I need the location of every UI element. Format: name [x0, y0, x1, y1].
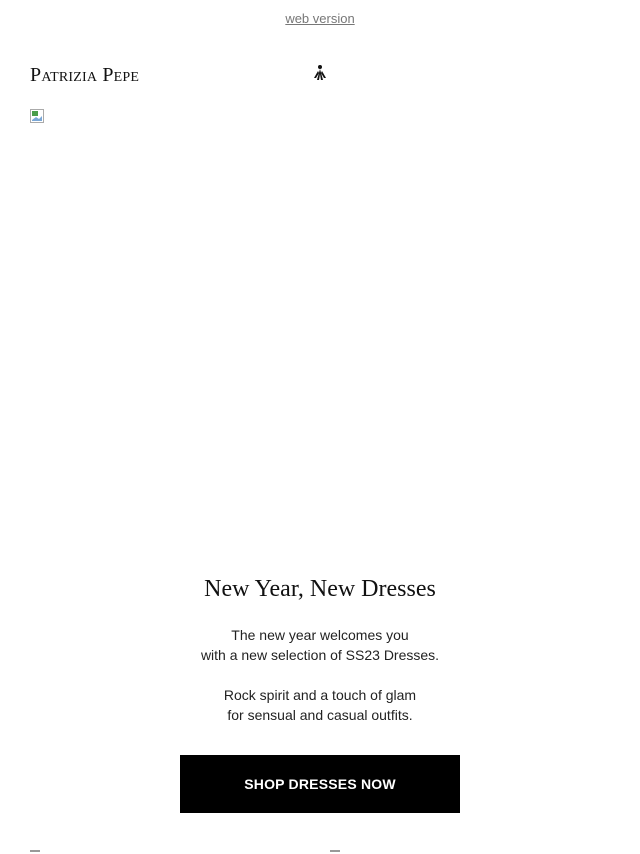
- tagline-line-2: for sensual and casual outfits.: [227, 707, 413, 723]
- product-image-left[interactable]: [30, 850, 40, 852]
- headline: New Year, New Dresses: [204, 576, 436, 602]
- intro-line-2: with a new selection of SS23 Dresses.: [200, 647, 440, 663]
- intro-line-1: The new year welcomes you: [231, 627, 409, 643]
- web-version-link[interactable]: web version: [285, 11, 355, 26]
- broken-image-icon: [30, 109, 46, 125]
- brand-header: [30, 62, 610, 88]
- intro-paragraph: [0, 625, 640, 665]
- tagline-line-1: Rock spirit and a touch of glam: [223, 687, 417, 703]
- fly-icon: [313, 64, 327, 82]
- product-image-right[interactable]: [330, 850, 340, 852]
- tagline-paragraph: [0, 685, 640, 725]
- shop-dresses-button[interactable]: SHOP DRESSES NOW: [180, 755, 460, 813]
- brand-logo[interactable]: Patrizia Pepe: [30, 64, 140, 86]
